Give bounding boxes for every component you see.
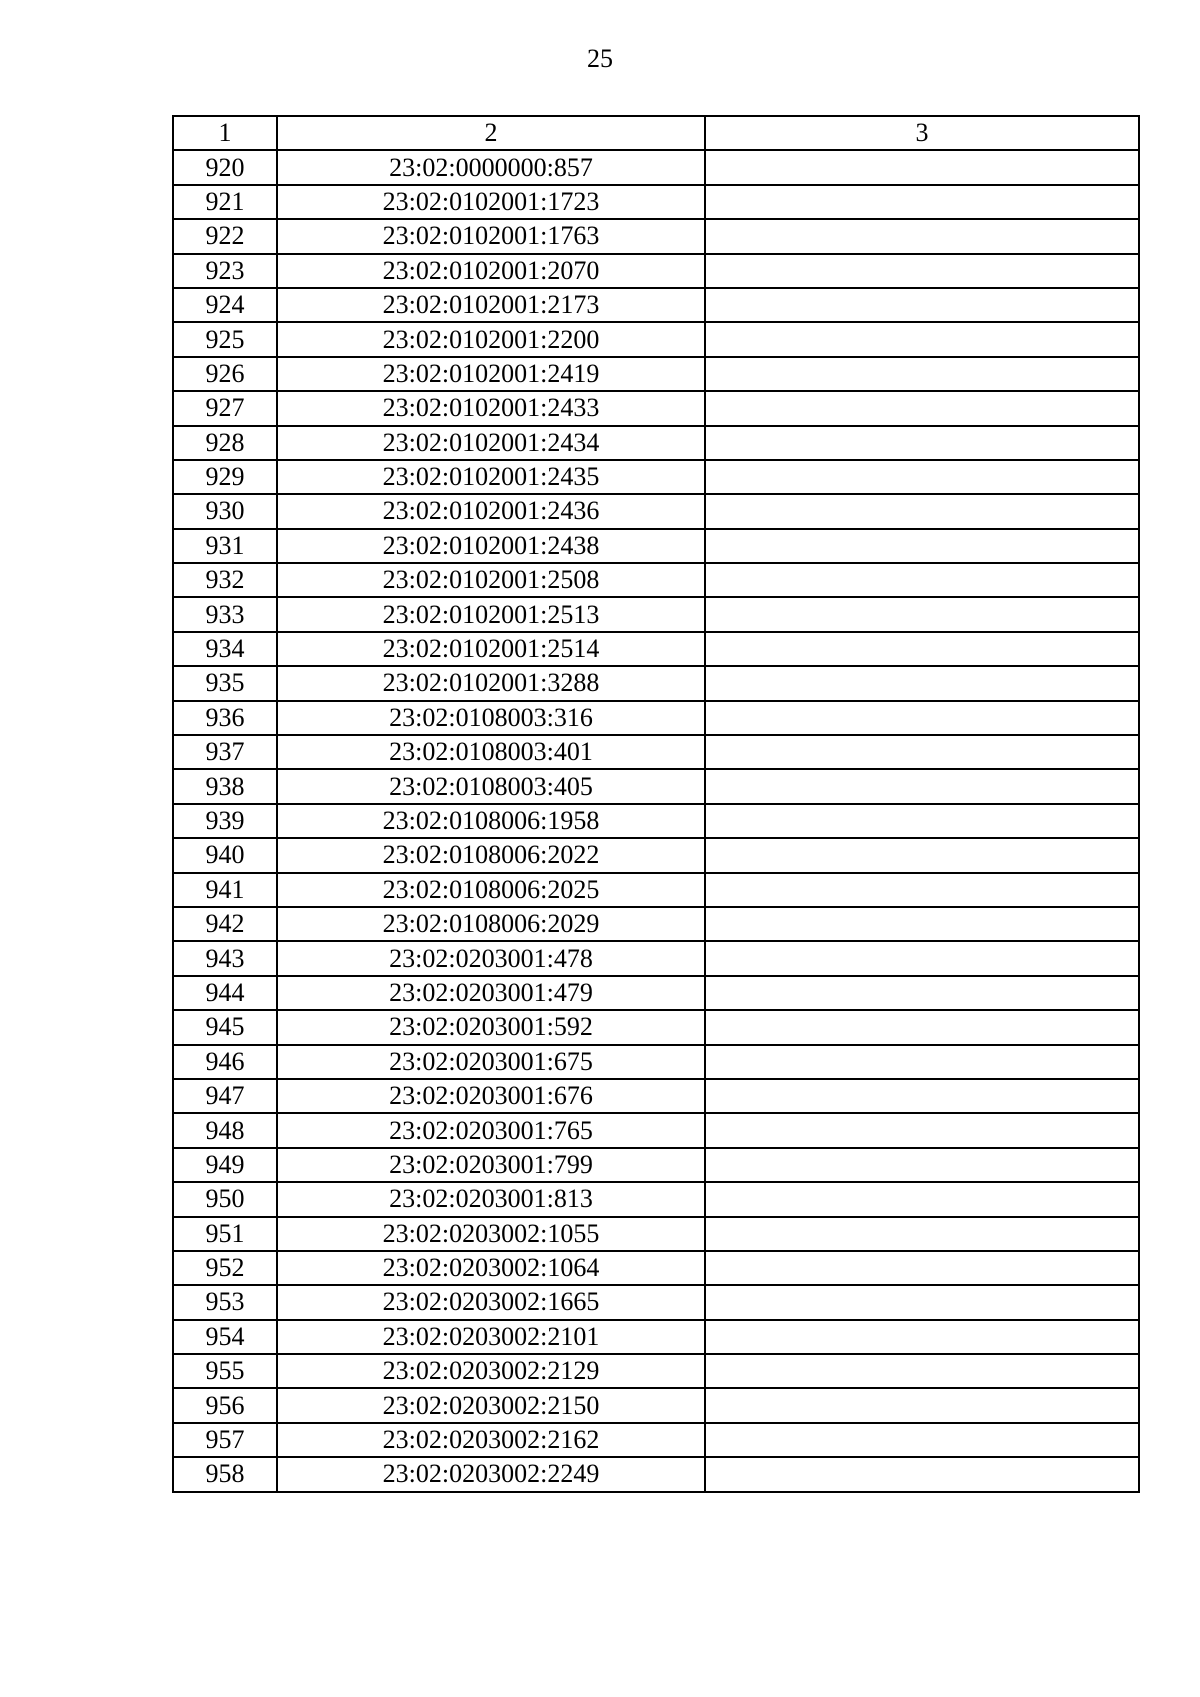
row-number-cell: 924 (173, 288, 277, 322)
empty-cell (705, 1148, 1139, 1182)
column-header: 2 (277, 116, 705, 150)
table-row (173, 219, 1139, 253)
cadastral-number-cell: 23:02:0203002:2249 (277, 1457, 705, 1491)
row-number-cell: 927 (173, 391, 277, 425)
cadastral-number-cell: 23:02:0102001:2514 (277, 632, 705, 666)
table-row (173, 1388, 1139, 1422)
empty-cell (705, 529, 1139, 563)
cadastral-number-cell: 23:02:0203002:2129 (277, 1354, 705, 1388)
row-number-cell: 950 (173, 1182, 277, 1216)
row-number-cell: 954 (173, 1320, 277, 1354)
table-row (173, 735, 1139, 769)
row-number-cell: 947 (173, 1079, 277, 1113)
cadastral-number-cell: 23:02:0108006:2022 (277, 838, 705, 872)
table-row (173, 563, 1139, 597)
empty-cell (705, 357, 1139, 391)
empty-cell (705, 150, 1139, 184)
empty-cell (705, 597, 1139, 631)
cadastral-number-cell: 23:02:0203002:1055 (277, 1217, 705, 1251)
column-header: 3 (705, 116, 1139, 150)
table-row (173, 1079, 1139, 1113)
cadastral-number-cell: 23:02:0108006:2025 (277, 873, 705, 907)
empty-cell (705, 322, 1139, 356)
empty-cell (705, 1113, 1139, 1147)
cadastral-number-cell: 23:02:0102001:2508 (277, 563, 705, 597)
table-row (173, 873, 1139, 907)
table-row (173, 288, 1139, 322)
cadastral-number-cell: 23:02:0102001:2436 (277, 494, 705, 528)
row-number-cell: 956 (173, 1388, 277, 1422)
row-number-cell: 929 (173, 460, 277, 494)
row-number-cell: 928 (173, 426, 277, 460)
cadastral-number-cell: 23:02:0102001:2435 (277, 460, 705, 494)
empty-cell (705, 1217, 1139, 1251)
table-row (173, 1182, 1139, 1216)
cadastral-number-cell: 23:02:0203001:765 (277, 1113, 705, 1147)
cadastral-number-cell: 23:02:0102001:2513 (277, 597, 705, 631)
cadastral-number-cell: 23:02:0203002:2150 (277, 1388, 705, 1422)
empty-cell (705, 907, 1139, 941)
empty-cell (705, 1423, 1139, 1457)
row-number-cell: 953 (173, 1285, 277, 1319)
empty-cell (705, 254, 1139, 288)
cadastral-number-cell: 23:02:0108006:2029 (277, 907, 705, 941)
row-number-cell: 949 (173, 1148, 277, 1182)
empty-cell (705, 701, 1139, 735)
table-row (173, 1010, 1139, 1044)
table-row (173, 322, 1139, 356)
table-row (173, 597, 1139, 631)
empty-cell (705, 460, 1139, 494)
column-header: 1 (173, 116, 277, 150)
cadastral-number-cell: 23:02:0203001:813 (277, 1182, 705, 1216)
row-number-cell: 923 (173, 254, 277, 288)
row-number-cell: 957 (173, 1423, 277, 1457)
cadastral-number-cell: 23:02:0203002:1064 (277, 1251, 705, 1285)
empty-cell (705, 1251, 1139, 1285)
empty-cell (705, 1182, 1139, 1216)
empty-cell (705, 219, 1139, 253)
table-row (173, 1148, 1139, 1182)
cadastral-number-cell: 23:02:0102001:3288 (277, 666, 705, 700)
table-row (173, 1354, 1139, 1388)
row-number-cell: 931 (173, 529, 277, 563)
table-row (173, 907, 1139, 941)
table-row (173, 254, 1139, 288)
cadastral-number-cell: 23:02:0203002:2101 (277, 1320, 705, 1354)
empty-cell (705, 1457, 1139, 1491)
row-number-cell: 951 (173, 1217, 277, 1251)
table-header-row (173, 116, 1139, 150)
cadastral-number-cell: 23:02:0203001:479 (277, 976, 705, 1010)
table-row (173, 185, 1139, 219)
table-row (173, 1045, 1139, 1079)
empty-cell (705, 666, 1139, 700)
table-row (173, 976, 1139, 1010)
table-row (173, 150, 1139, 184)
cadastral-number-cell: 23:02:0108003:405 (277, 769, 705, 803)
row-number-cell: 939 (173, 804, 277, 838)
cadastral-number-cell: 23:02:0203001:592 (277, 1010, 705, 1044)
table-row (173, 632, 1139, 666)
table-row (173, 1457, 1139, 1491)
table-row (173, 1423, 1139, 1457)
row-number-cell: 933 (173, 597, 277, 631)
row-number-cell: 934 (173, 632, 277, 666)
row-number-cell: 932 (173, 563, 277, 597)
empty-cell (705, 1354, 1139, 1388)
cadastral-number-cell: 23:02:0102001:2438 (277, 529, 705, 563)
table-row (173, 391, 1139, 425)
row-number-cell: 926 (173, 357, 277, 391)
cadastral-number-cell: 23:02:0102001:2200 (277, 322, 705, 356)
row-number-cell: 946 (173, 1045, 277, 1079)
row-number-cell: 942 (173, 907, 277, 941)
row-number-cell: 936 (173, 701, 277, 735)
table-row (173, 941, 1139, 975)
empty-cell (705, 838, 1139, 872)
empty-cell (705, 873, 1139, 907)
row-number-cell: 955 (173, 1354, 277, 1388)
cadastral-number-cell: 23:02:0000000:857 (277, 150, 705, 184)
cadastral-number-cell: 23:02:0203002:1665 (277, 1285, 705, 1319)
empty-cell (705, 1045, 1139, 1079)
table-row (173, 1217, 1139, 1251)
table-row (173, 426, 1139, 460)
empty-cell (705, 1010, 1139, 1044)
empty-cell (705, 391, 1139, 425)
cadastral-table (172, 115, 1140, 1493)
table-row (173, 357, 1139, 391)
table-row (173, 666, 1139, 700)
empty-cell (705, 426, 1139, 460)
empty-cell (705, 769, 1139, 803)
table-row (173, 1285, 1139, 1319)
cadastral-number-cell: 23:02:0102001:2419 (277, 357, 705, 391)
row-number-cell: 958 (173, 1457, 277, 1491)
cadastral-number-cell: 23:02:0102001:2433 (277, 391, 705, 425)
cadastral-number-cell: 23:02:0102001:2434 (277, 426, 705, 460)
table-row (173, 804, 1139, 838)
empty-cell (705, 632, 1139, 666)
row-number-cell: 943 (173, 941, 277, 975)
row-number-cell: 944 (173, 976, 277, 1010)
empty-cell (705, 804, 1139, 838)
row-number-cell: 937 (173, 735, 277, 769)
row-number-cell: 920 (173, 150, 277, 184)
empty-cell (705, 563, 1139, 597)
row-number-cell: 945 (173, 1010, 277, 1044)
table-row (173, 460, 1139, 494)
cadastral-number-cell: 23:02:0203001:799 (277, 1148, 705, 1182)
cadastral-number-cell: 23:02:0102001:2173 (277, 288, 705, 322)
cadastral-number-cell: 23:02:0203002:2162 (277, 1423, 705, 1457)
empty-cell (705, 1285, 1139, 1319)
row-number-cell: 925 (173, 322, 277, 356)
empty-cell (705, 1320, 1139, 1354)
page-number: 25 (587, 44, 613, 73)
empty-cell (705, 288, 1139, 322)
cadastral-number-cell: 23:02:0203001:478 (277, 941, 705, 975)
empty-cell (705, 1079, 1139, 1113)
row-number-cell: 938 (173, 769, 277, 803)
table-body (173, 150, 1139, 1491)
row-number-cell: 941 (173, 873, 277, 907)
table-row (173, 494, 1139, 528)
table-row (173, 769, 1139, 803)
cadastral-number-cell: 23:02:0102001:1723 (277, 185, 705, 219)
cadastral-number-cell: 23:02:0108003:316 (277, 701, 705, 735)
row-number-cell: 930 (173, 494, 277, 528)
row-number-cell: 948 (173, 1113, 277, 1147)
row-number-cell: 921 (173, 185, 277, 219)
cadastral-number-cell: 23:02:0108003:401 (277, 735, 705, 769)
cadastral-number-cell: 23:02:0102001:2070 (277, 254, 705, 288)
cadastral-number-cell: 23:02:0102001:1763 (277, 219, 705, 253)
cadastral-number-cell: 23:02:0203001:675 (277, 1045, 705, 1079)
cadastral-number-cell: 23:02:0108006:1958 (277, 804, 705, 838)
table-row (173, 529, 1139, 563)
table-row (173, 1251, 1139, 1285)
empty-cell (705, 941, 1139, 975)
table-row (173, 838, 1139, 872)
row-number-cell: 935 (173, 666, 277, 700)
table-row (173, 1113, 1139, 1147)
row-number-cell: 922 (173, 219, 277, 253)
table-row (173, 1320, 1139, 1354)
row-number-cell: 952 (173, 1251, 277, 1285)
row-number-cell: 940 (173, 838, 277, 872)
cadastral-number-cell: 23:02:0203001:676 (277, 1079, 705, 1113)
empty-cell (705, 494, 1139, 528)
table-row (173, 701, 1139, 735)
empty-cell (705, 1388, 1139, 1422)
empty-cell (705, 976, 1139, 1010)
empty-cell (705, 735, 1139, 769)
empty-cell (705, 185, 1139, 219)
